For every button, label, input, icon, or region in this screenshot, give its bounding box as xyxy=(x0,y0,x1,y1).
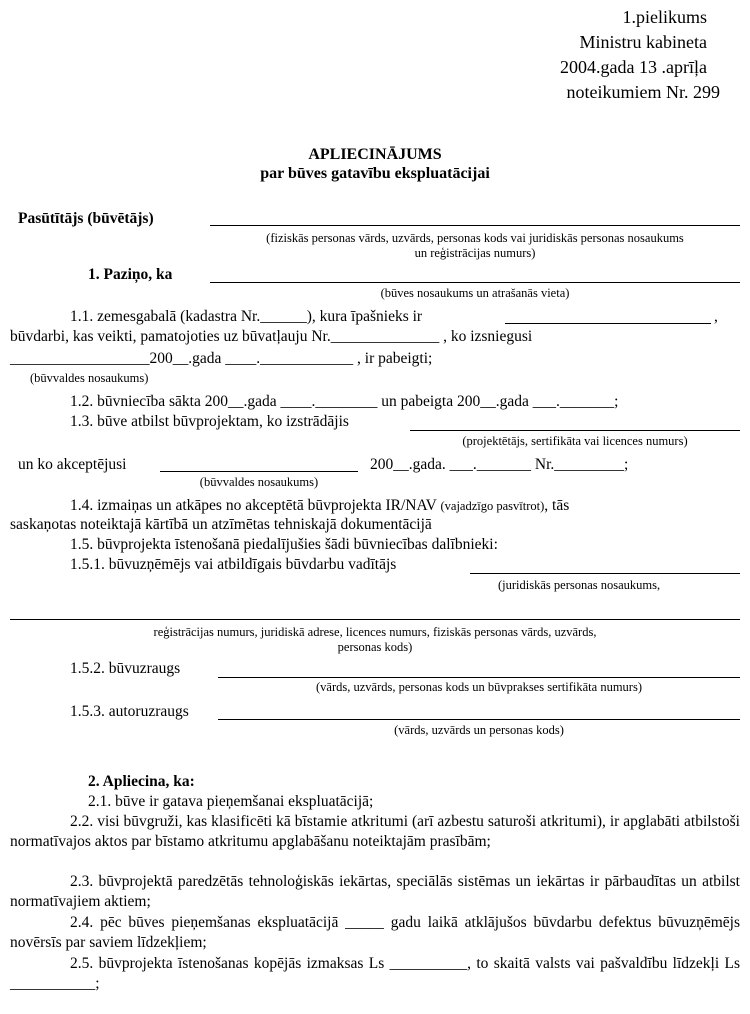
item-1-4-text: 1.4. izmaiņas un atkāpes no akceptētā būvprojekta IR/NAV xyxy=(70,497,437,514)
section-2-heading: 2. Apliecina, ka: xyxy=(88,773,195,790)
item-2-5: 2.5. būvprojekta īstenošanas kopējās izmaksas Ls __________, to skaitā valsts vai pašvaldību līdzekļi Ls ___________; xyxy=(10,955,740,992)
item-1-4-note: (vajadzīgo pasvītrot) xyxy=(440,499,545,513)
section-1-heading: 1. Paziņo, ka xyxy=(88,266,173,283)
item-1-4-end: , tās xyxy=(544,497,570,514)
annex-number: 1.pielikums xyxy=(622,7,707,27)
accepting-authority-blank[interactable] xyxy=(160,471,358,472)
doc-title: APLIECINĀJUMS xyxy=(308,146,442,163)
building-hint: (būves nosaukums un atrašanās vieta) xyxy=(380,286,570,300)
contractor-hint-b1: reģistrācijas numurs, juridiskā adrese, licences numurs, fiziskās personas vārds, uzvārds, xyxy=(153,625,597,639)
item-1-1-line-a: 1.1. zemesgabalā (kadastra Nr.______), kura īpašnieks ir xyxy=(70,308,423,325)
item-1-5-1: 1.5.1. būvuzņēmējs vai atbildīgais būvdarbu vadītājs xyxy=(70,556,397,573)
building-blank[interactable] xyxy=(210,282,740,283)
doc-subtitle: par būves gatavību ekspluatācijai xyxy=(260,165,490,182)
item-1-5: 1.5. būvprojekta īstenošanā piedalījušies šādi būvniecības dalībnieki: xyxy=(70,536,498,553)
designer-blank[interactable] xyxy=(410,430,740,431)
cabinet-line: Ministru kabineta xyxy=(579,32,707,52)
author-supervisor-blank[interactable] xyxy=(218,719,740,720)
client-hint-2: un reģistrācijas numurs) xyxy=(414,246,536,260)
author-supervisor-hint: (vārds, uzvārds un personas kods) xyxy=(394,723,564,737)
client-hint-1: (fiziskās personas vārds, uzvārds, personas kods vai juridiskās personas nosaukums xyxy=(266,231,684,245)
item-1-1-line-c: __________________200__.gada ____.____________ , ir pabeigti; xyxy=(10,350,433,367)
item-1-5-2: 1.5.2. būvuzraugs xyxy=(70,660,181,677)
contractor-hint-a: (juridiskās personas nosaukums, xyxy=(498,578,661,592)
item-1-4-line-b: saskaņotas noteiktajā kārtībā un atzīmētas tehniskajā dokumentācijā xyxy=(10,516,432,533)
client-label: Pasūtītājs (būvētājs) xyxy=(18,210,154,227)
supervisor-blank[interactable] xyxy=(218,677,740,678)
item-1-1-line-b: būvdarbi, kas veikti, pamatojoties uz būvatļauju Nr.______________ , ko izsniegusi xyxy=(10,328,533,345)
item-1-2: 1.2. būvniecība sākta 200__.gada ____.________ un pabeigta 200__.gada ___._______; xyxy=(70,393,619,410)
date-line: 2004.gada 13 .aprīļa xyxy=(560,57,707,77)
item-1-3: 1.3. būve atbilst būvprojektam, ko izstrādājis xyxy=(70,413,349,430)
contractor-blank[interactable] xyxy=(470,573,740,574)
item-1-4-line-a xyxy=(70,497,569,515)
client-blank[interactable] xyxy=(210,225,740,226)
item-2-4: 2.4. pēc būves pieņemšanas ekspluatācijā _____ gadu laikā atklājušos būvdarbu defektus būvuzņēmējs novērsīs par saviem līdzekļiem; xyxy=(10,914,740,951)
item-2-1: 2.1. būve ir gatava pieņemšanai ekspluatācijā; xyxy=(88,793,374,810)
item-1-1-hint: (būvvaldes nosaukums) xyxy=(30,371,149,385)
item-2-2: 2.2. visi būvgruži, kas klasificēti kā bīstamie atkritumi (arī azbestu saturoši atkritumi), ir apglabāti atbilstoši normatīvajos aktos par bīstamo atkritumu apglabāšanu noteiktajām prasībām; xyxy=(10,813,740,850)
item-1-3-b-label: un ko akceptējusi xyxy=(18,456,127,473)
contractor-blank-2[interactable] xyxy=(10,619,740,620)
item-2-3: 2.3. būvprojektā paredzētās tehnoloģiskās iekārtas, speciālās sistēmas un iekārtas ir pārbaudītas un atbilst normatīvajiem aktiem; xyxy=(10,873,740,910)
supervisor-hint: (vārds, uzvārds, personas kods un būvprakses sertifikāta numurs) xyxy=(316,680,642,694)
item-1-5-3: 1.5.3. autoruzraugs xyxy=(70,703,189,720)
item-1-1-comma: , xyxy=(714,308,718,325)
designer-hint: (projektētājs, sertifikāta vai licences numurs) xyxy=(462,434,688,448)
item-1-3-b-rest: 200__.gada. ___._______ Nr._________; xyxy=(370,456,629,473)
contractor-hint-b2: personas kods) xyxy=(337,640,413,654)
owner-blank[interactable] xyxy=(505,323,711,324)
accepting-authority-hint: (būvvaldes nosaukums) xyxy=(199,475,319,489)
regulation-number: noteikumiem Nr. 299 xyxy=(566,82,720,102)
